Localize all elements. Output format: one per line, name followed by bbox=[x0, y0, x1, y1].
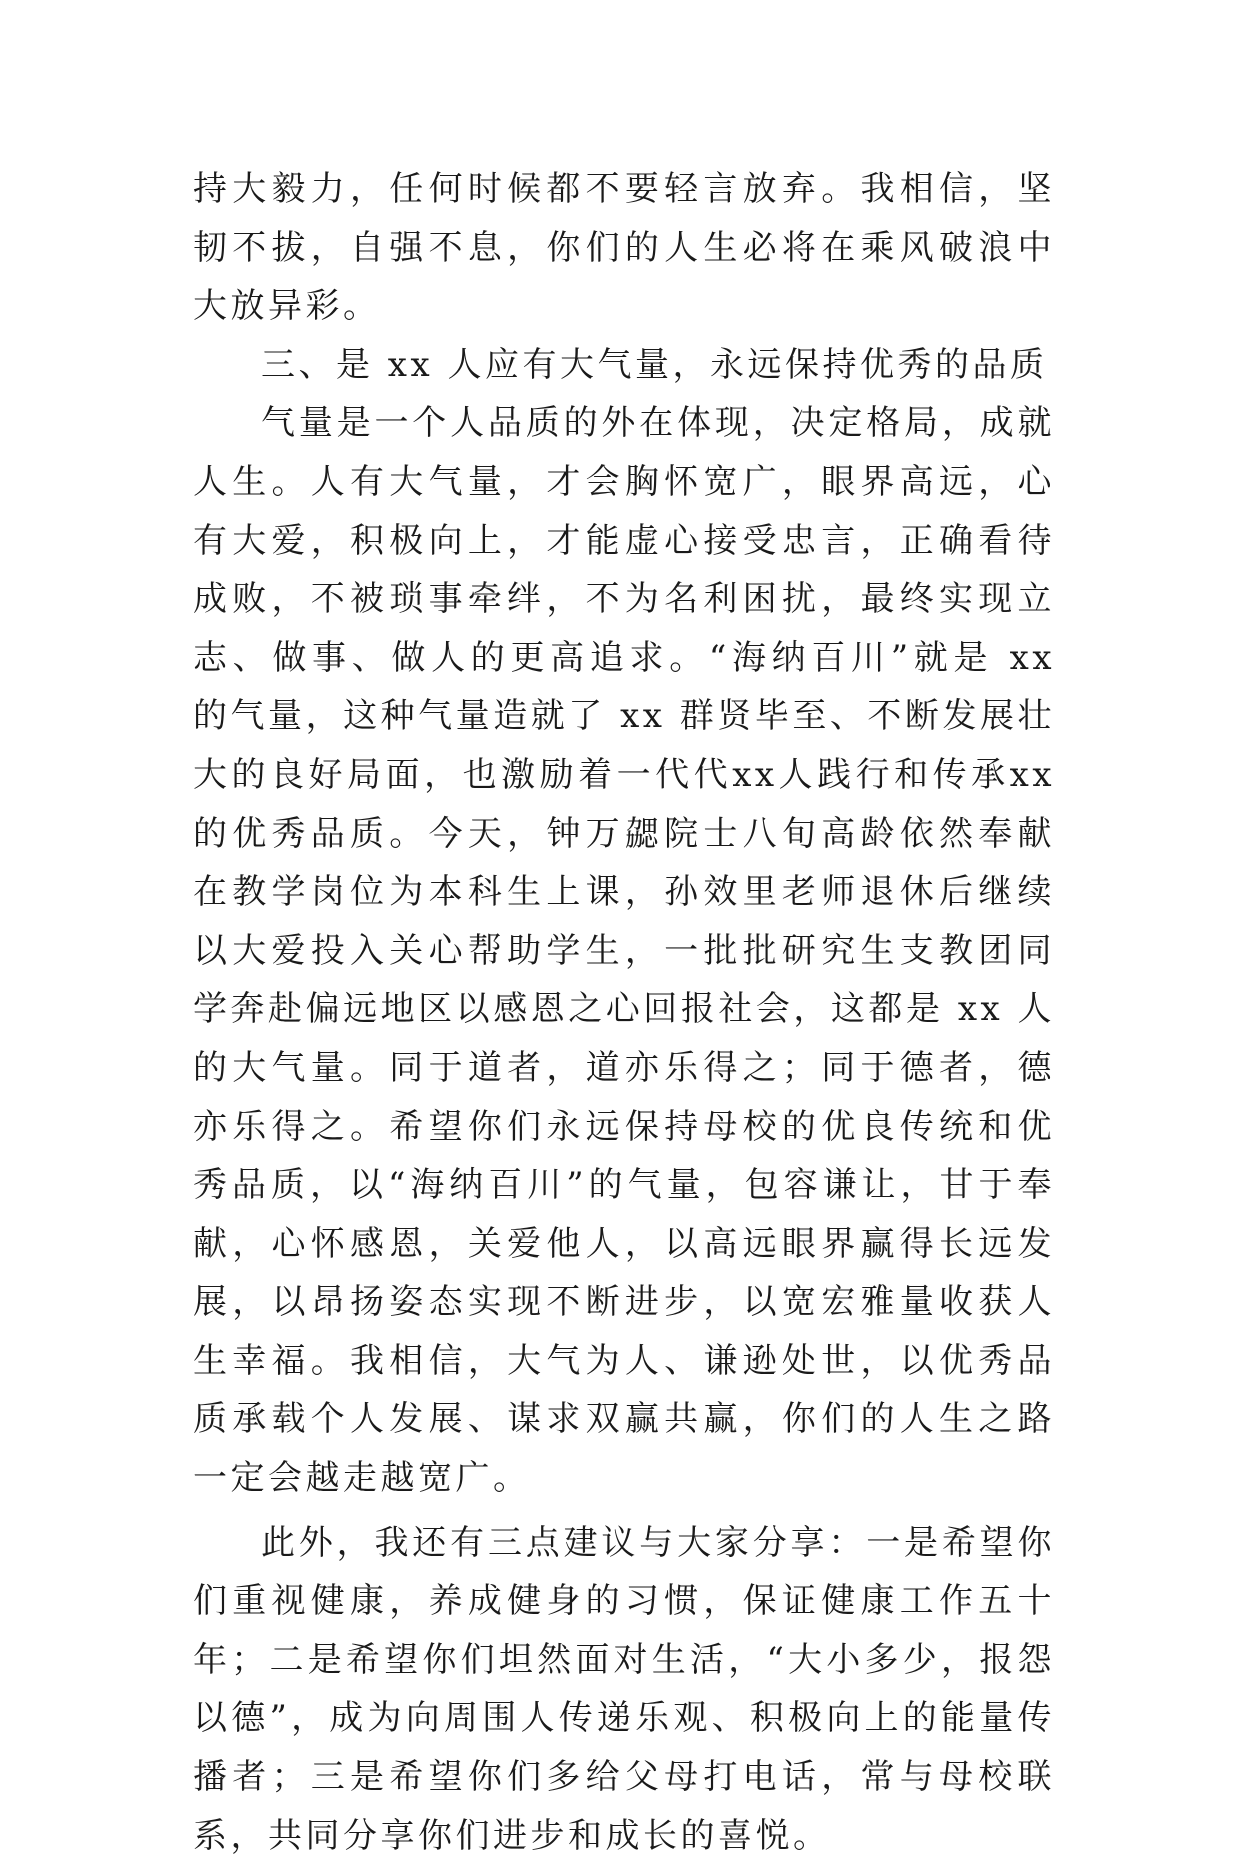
section-heading: 三、是 xx 人应有大气量，永远保持优秀的品质 bbox=[261, 344, 1048, 385]
document-body bbox=[193, 160, 1055, 1865]
paragraph-suggestions: 此外，我还有三点建议与大家分享：一是希望你们重视健康，养成健身的习惯，保证健康工作五十年；二是希望你们坦然面对生活，“大小多少，报怨以德”，成为向周围人传递乐观、积极向上的能量传播者；三是希望你们多给父母打电话，常与母校联系，共同分享你们进步和成长的喜悦。 bbox=[193, 1522, 1055, 1856]
paragraph-continuation: 持大毅力，任何时候都不要轻言放弃。我相信，坚韧不拔，自强不息，你们的人生必将在乘风破浪中大放异彩。 bbox=[193, 169, 1055, 327]
paragraph-magnanimity: 气量是一个人品质的外在体现，决定格局，成就人生。人有大气量，才会胸怀宽广，眼界高远，心有大爱，积极向上，才能虚心接受忠言，正确看待成败，不被琐事牵绊，不为名利困扰，最终实现立志、做事、做人的更高追求。“海纳百川”就是 xx 的气量，这种气量造就了 xx 群贤毕至、不断发展壮大的良好局面，也激励着一代代xx人践行和传承xx的优秀品质。今天，钟万勰院士八旬高龄依然奉献在教学岗位为本科生上课，孙效里老师退休后继续以大爱投入关心帮助学生，一批批研究生支教团同学奔赴偏远地区以感恩之心回报社会，这都是 xx 人的大气量。同于道者，道亦乐得之；同于德者，德亦乐得之。希望你们永远保持母校的优良传统和优秀品质，以“海纳百川”的气量，包容谦让，甘于奉献，心怀感恩，关爱他人，以高远眼界赢得长远发展，以昂扬姿态实现不断进步，以宽宏雅量收获人生幸福。我相信，大气为人、谦逊处世，以优秀品质承载个人发展、谋求双赢共赢，你们的人生之路一定会越走越宽广。 bbox=[193, 403, 1055, 1499]
